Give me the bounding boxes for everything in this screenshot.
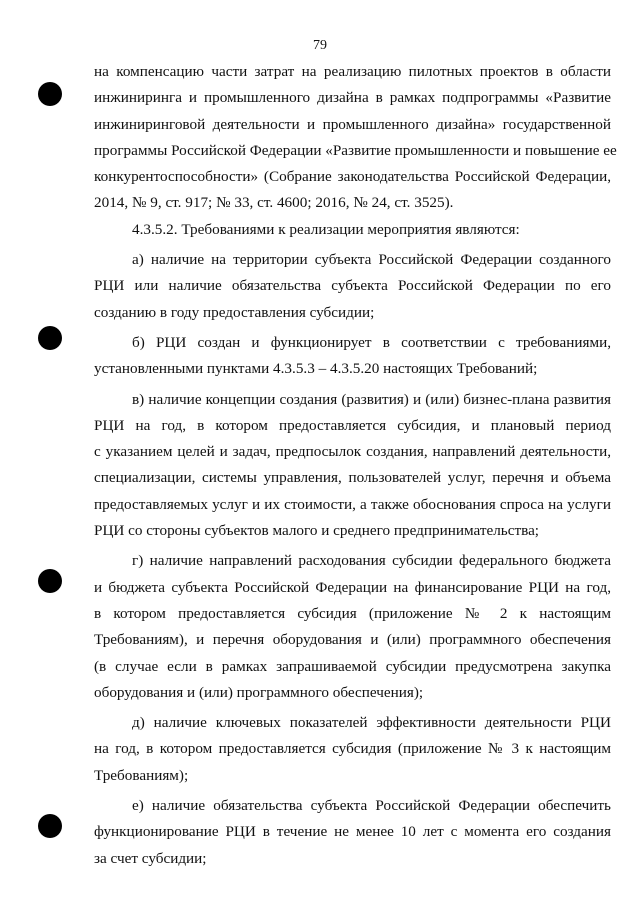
paragraph-item-d (94, 710, 611, 789)
paragraph-clause-4-3-5-2 (94, 217, 611, 243)
text-line: инжиниринга и промышленного дизайна в рамках подпрограммы «Развитие (94, 89, 611, 107)
text-line: г) наличие направлений расходования субсидии федерального бюджета (132, 552, 611, 570)
paragraph-item-b (94, 330, 611, 383)
paragraph-item-g (94, 548, 611, 706)
paragraph-item-e (94, 793, 611, 872)
text-line: за счет субсидии; (94, 849, 207, 867)
text-line: и бюджета субъекта Российской Федерации на финансирование РЦИ на год, (94, 578, 611, 596)
text-line: РЦИ на год, в котором предоставляется субсидия, и плановый период (94, 416, 611, 434)
punch-hole-2 (38, 326, 62, 350)
text-line: РЦИ или наличие обязательства субъекта Российской Федерации по его (94, 277, 611, 295)
text-line: инжиниринговой деятельности и промышленного дизайна» государственной (94, 115, 611, 133)
text-line: предоставляемых услуг и их стоимости, а также обоснования спроса на услуги (94, 495, 611, 513)
document-body (94, 59, 617, 872)
text-line: е) наличие обязательства субъекта Российской Федерации обеспечить (132, 797, 611, 815)
text-line: 2014, № 9, ст. 917; № 33, ст. 4600; 2016, № 24, ст. 3525). (94, 194, 454, 212)
text-line: д) наличие ключевых показателей эффективности деятельности РЦИ (132, 714, 611, 732)
paragraph-item-v (94, 387, 611, 545)
text-line: с указанием целей и задач, предпосылок создания, направлений деятельности, (94, 443, 611, 461)
page-number: 79 (313, 38, 327, 53)
punch-hole-3 (38, 569, 62, 593)
text-line: на год, в котором предоставляется субсидия (приложение № 3 к настоящим (94, 740, 611, 758)
text-line: (в случае если в рамках запрашиваемой субсидии предусмотрена закупка (94, 657, 611, 675)
text-line: 4.3.5.2. Требованиями к реализации мероприятия являются: (132, 220, 520, 238)
text-line: программы Российской Федерации «Развитие промышленности и повышение ее (94, 141, 617, 159)
punch-hole-1 (38, 82, 62, 106)
text-line: Требованиям); (94, 766, 189, 784)
punch-hole-4 (38, 814, 62, 838)
paragraph-intro (94, 59, 617, 217)
text-line: созданию в году предоставления субсидии; (94, 303, 375, 321)
text-line: специализации, системы управления, пользователей услуг, перечня и объема (94, 469, 611, 487)
text-line: в) наличие концепции создания (развития) и (или) бизнес-плана развития (132, 390, 611, 408)
text-line: в котором предоставляется субсидия (приложение № 2 к настоящим (94, 604, 611, 622)
text-line: установленными пунктами 4.3.5.3 – 4.3.5.20 настоящих Требований; (94, 360, 538, 378)
text-line: а) наличие на территории субъекта Российской Федерации созданного (132, 251, 611, 269)
text-line: б) РЦИ создан и функционирует в соответствии с требованиями, (132, 333, 611, 351)
text-line: функционирование РЦИ в течение не менее 10 лет с момента его создания (94, 823, 611, 841)
text-line: конкурентоспособности» (Собрание законодательства Российской Федерации, (94, 168, 611, 186)
text-line: РЦИ со стороны субъектов малого и среднего предпринимательства; (94, 522, 540, 540)
text-line: на компенсацию части затрат на реализацию пилотных проектов в области (94, 63, 611, 80)
text-line: оборудования и (или) программного обеспечения); (94, 683, 424, 701)
paragraph-item-a (94, 247, 611, 326)
text-line: Требованиям), и перечня оборудования и (или) программного обеспечения (94, 631, 611, 649)
